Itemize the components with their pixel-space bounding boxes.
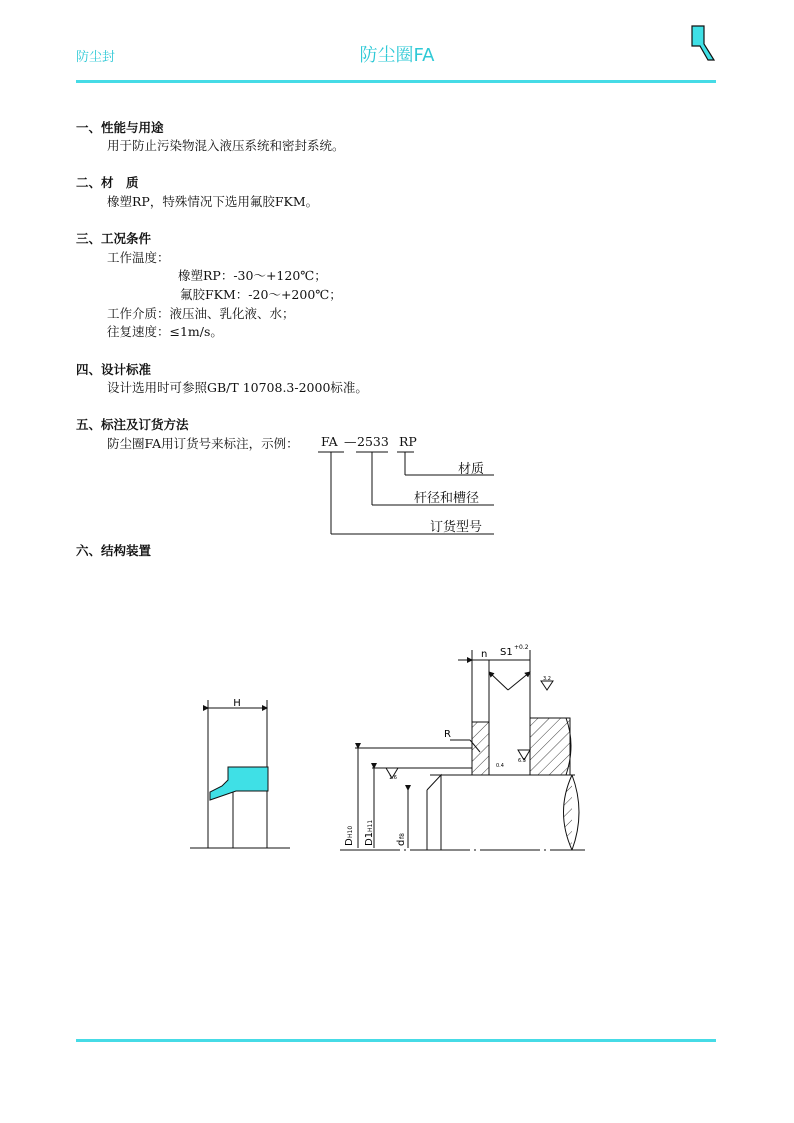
label-rod-groove-diameter: 杆径和槽径 <box>414 491 480 506</box>
section-text: 往复速度：≤1m/s。 <box>107 324 223 339</box>
dim-D1: D1 <box>364 831 375 846</box>
label-material: 材质 <box>458 462 485 477</box>
section-title-standard: 四、设计标准 <box>76 362 152 377</box>
section-text: 用于防止污染物混入液压系统和密封系统。 <box>107 138 345 153</box>
header-category: 防尘封 <box>76 50 116 65</box>
section-title-conditions: 三、工况条件 <box>76 231 152 246</box>
order-code-type: FA <box>321 434 338 449</box>
roughness-3-2: 3.2 <box>543 676 551 682</box>
dim-R: R <box>444 729 451 740</box>
section-text: 氟胶FKM：-20～+200℃； <box>180 287 342 302</box>
section-text: 工作介质：液压油、乳化液、水； <box>107 306 295 321</box>
dim-n: n <box>481 649 488 660</box>
order-code-material: RP <box>399 434 417 449</box>
section-text: 防尘圈FA用订货号来标注，示例： <box>107 436 299 451</box>
roughness-0-4: 0.4 <box>496 763 504 769</box>
section-title-ordering: 五、标注及订货方法 <box>76 417 189 432</box>
seal-cross-section <box>190 700 290 848</box>
label-order-model: 订货型号 <box>430 520 483 535</box>
order-code-size: 2533 <box>357 434 389 449</box>
dim-S1: S1 <box>500 647 513 658</box>
roughness-1-6: 1.6 <box>389 775 397 781</box>
order-code-dash: — <box>344 434 357 449</box>
dim-D: D <box>344 838 355 846</box>
section-text: 橡塑RP：-30～+120℃； <box>178 268 327 283</box>
page-title: 防尘圈FA <box>359 45 435 66</box>
section-text: 橡塑RP，特殊情况下选用氟胶FKM。 <box>107 194 319 209</box>
dim-d: d <box>396 839 407 846</box>
dim-H: H <box>233 698 241 709</box>
dim-D-tolerance: H10 <box>347 825 354 838</box>
dim-D1-tolerance: H11 <box>367 819 374 832</box>
dim-S1-tolerance: +0.2 <box>514 644 529 651</box>
roughness-6-3: 6.3 <box>518 758 526 764</box>
section-title-usage: 一、性能与用途 <box>76 120 164 135</box>
section-text: 工作温度： <box>107 250 170 265</box>
section-text: 设计选用时可参照GB/T 10708.3-2000标准。 <box>107 380 368 395</box>
footer-rule <box>76 1039 716 1042</box>
section-title-structure: 六、结构装置 <box>76 543 152 558</box>
dim-d-tolerance: f8 <box>399 833 406 839</box>
section-title-material: 二、材 质 <box>76 175 139 190</box>
